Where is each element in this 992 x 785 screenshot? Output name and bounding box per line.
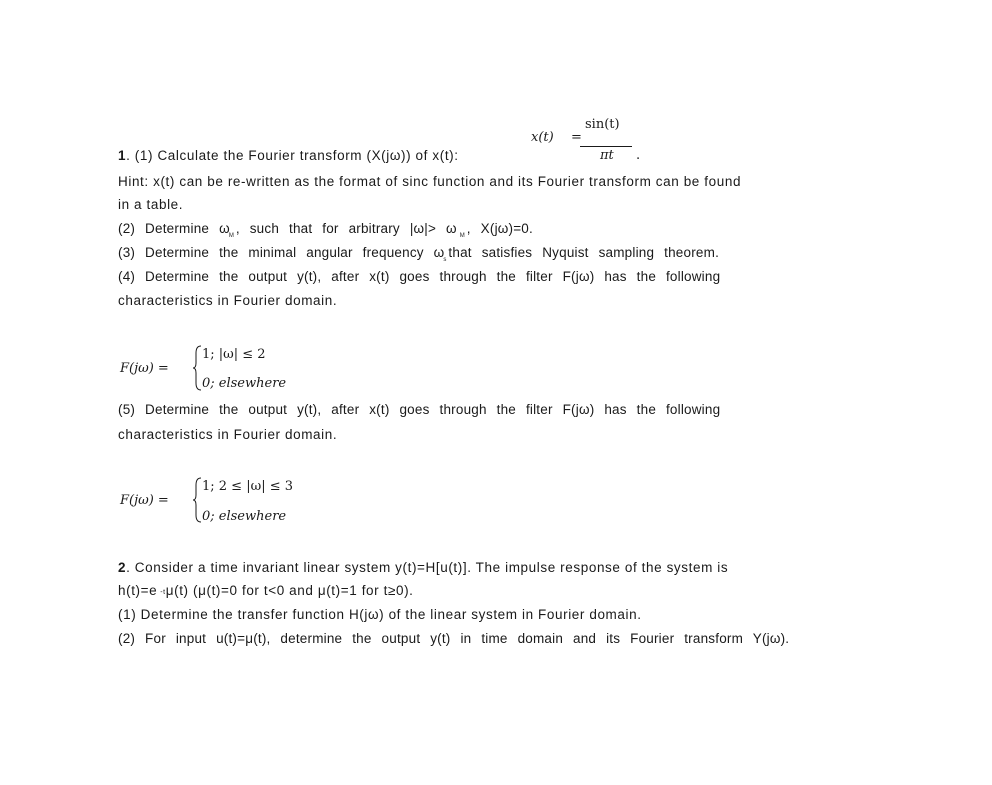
q1-part-5-line-2: characteristics in Fourier domain. xyxy=(118,427,338,442)
hint-line-1: Hint: x(t) can be re-written as the format of sinc function and its Fourier transform can be found xyxy=(118,174,742,189)
filter-2-case-2: 0; elsewhere xyxy=(202,509,287,524)
xt-denominator: πt xyxy=(600,148,614,163)
filter-2-case-1: 1; 2 ≤ |ω| ≤ 3 xyxy=(202,479,293,494)
filter-1-case-2: 0; elsewhere xyxy=(202,376,287,391)
q2-part-1: (1) Determine the transfer function H(jω) of the linear system in Fourier domain. xyxy=(118,607,642,622)
xt-fraction-bar xyxy=(580,146,632,147)
xt-eq: = xyxy=(571,130,582,145)
filter-1-lhs: F(jω) = xyxy=(120,361,169,376)
q2-line-2: h(t)=e -tμ(t) (μ(t)=0 for t<0 and μ(t)=1 for t≥0). xyxy=(118,583,414,598)
filter-2-lhs: F(jω) = xyxy=(120,493,169,508)
q1-text: . (1) Calculate the Fourier transform (X(jω)) of x(t): xyxy=(126,148,459,163)
hint-line-2: in a table. xyxy=(118,197,184,212)
q1-part-4-line-1: (4) Determine the output y(t), after x(t) goes through the filter F(jω) has the following xyxy=(118,269,721,284)
xt-numerator: sin(t) xyxy=(585,117,620,132)
q1-part-4-line-2: characteristics in Fourier domain. xyxy=(118,293,338,308)
q2-text: . Consider a time invariant linear system y(t)=H[u(t)]. The impulse response of the system is xyxy=(126,560,729,575)
q1-line-1 xyxy=(118,148,459,163)
q1-part-5-line-1: (5) Determine the output y(t), after x(t) goes through the filter F(jω) has the following xyxy=(118,402,721,417)
filter-1-case-1: 1; |ω| ≤ 2 xyxy=(202,347,266,362)
q1-part-3: (3) Determine the minimal angular frequency ω s that satisfies Nyquist sampling theorem. xyxy=(118,245,720,263)
q1-part-2: (2) Determine ω M , such that for arbitrary |ω|> ω M , X(jω)=0. xyxy=(118,221,533,239)
q1-number: 1 xyxy=(118,148,127,163)
xt-lhs: x(t) xyxy=(531,130,554,145)
xt-end: . xyxy=(636,148,641,163)
q2-part-2: (2) For input u(t)=μ(t), determine the output y(t) in time domain and its Fourier transform Y(jω). xyxy=(118,631,790,646)
q2-line-1 xyxy=(118,560,728,575)
q2-number: 2 xyxy=(118,560,127,575)
